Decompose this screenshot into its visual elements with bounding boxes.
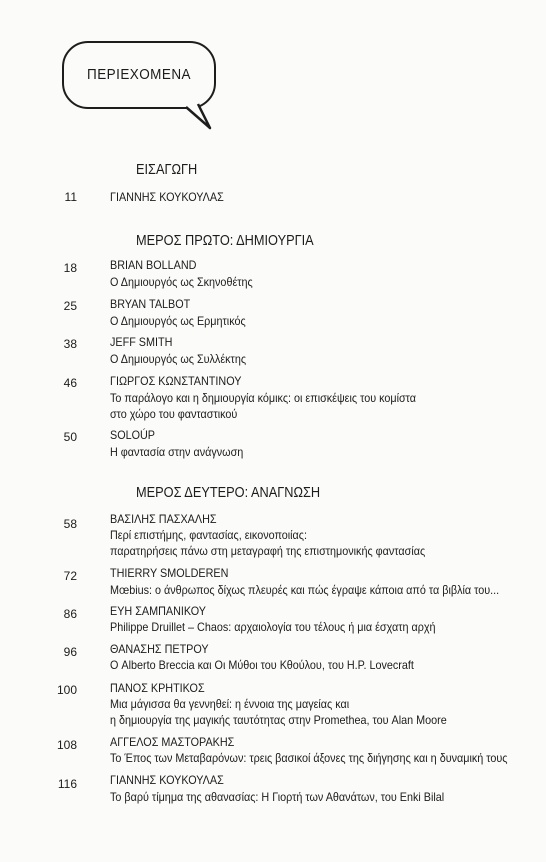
entry-author: BRIAN BOLLAND <box>110 258 197 272</box>
entry-title: Ο Δημιουργός ως Συλλέκτης <box>110 352 247 366</box>
entry-title: Το βαρύ τίμημα της αθανασίας: Η Γιορτή των Αθανάτων, του Enki Bilal <box>110 790 445 804</box>
entry-author: ΠΑΝΟΣ ΚΡΗΤΙΚΟΣ <box>110 681 205 695</box>
entry-title: Philippe Druillet – Chaos: αρχαιολογία του τέλους ή μια έσχατη αρχή <box>110 620 436 634</box>
page-number: 100 <box>56 683 77 697</box>
page-number: 46 <box>63 376 77 390</box>
section-heading-part-two: ΜΕΡΟΣ ΔΕΥΤΕΡΟ: ΑΝΑΓΝΩΣΗ <box>136 485 321 501</box>
entry-title: Η φαντασία στην ανάγνωση <box>110 445 244 459</box>
page-number: 18 <box>63 261 77 275</box>
page-number: 25 <box>63 299 77 313</box>
entry-author: ΓΙΩΡΓΟΣ ΚΩΝΣΤΑΝΤΙΝΟΥ <box>110 374 242 388</box>
page-number: 116 <box>57 777 77 791</box>
entry-author: THIERRY SMOLDEREN <box>110 566 229 580</box>
page-number: 58 <box>63 517 77 531</box>
entry-title: Μια μάγισσα θα γεννηθεί: η έννοια της μαγείας και <box>110 697 350 711</box>
entry-title: Ο Δημιουργός ως Ερμητικός <box>110 314 246 328</box>
page-number: 86 <box>63 607 77 621</box>
entry-title: Ο Alberto Breccia και Οι Μύθοι του Κθούλου, του H.P. Lovecraft <box>110 658 414 672</box>
speech-bubble-tail <box>184 98 224 138</box>
page-number: 11 <box>64 190 77 204</box>
entry-author: ΓΙΑΝΝΗΣ ΚΟΥΚΟΥΛΑΣ <box>110 190 224 204</box>
entry-author: JEFF SMITH <box>110 335 173 349</box>
page-number: 50 <box>63 430 77 444</box>
section-heading-part-one: ΜΕΡΟΣ ΠΡΩΤΟ: ΔΗΜΙΟΥΡΓΙΑ <box>136 233 314 249</box>
entry-author: SOLOÚP <box>110 428 156 442</box>
page-number: 72 <box>63 569 77 583</box>
section-heading-introduction: ΕΙΣΑΓΩΓΗ <box>136 162 198 178</box>
entry-author: ΑΓΓΕΛΟΣ ΜΑΣΤΟΡΑΚΗΣ <box>110 735 235 749</box>
entry-title: Ο Δημιουργός ως Σκηνοθέτης <box>110 275 253 289</box>
entry-title: Το Έπος των Μεταβαρόνων: τρεις βασικοί άξονες της διήγησης και η δυναμική τους <box>110 751 508 765</box>
page-title: ΠΕΡΙΕΧΟΜΕΝΑ <box>87 66 191 83</box>
entry-title: Περί επιστήμης, φαντασίας, εικονοποιίας: <box>110 528 308 542</box>
entry-title: παρατηρήσεις πάνω στη μεταγραφή της επιστημονικής φαντασίας <box>110 544 426 558</box>
entry-title: Το παράλογο και η δημιουργία κόμικς: οι επισκέψεις του κομίστα <box>110 391 417 405</box>
entry-author: ΕΥΗ ΣΑΜΠΑΝΙΚΟΥ <box>110 604 207 618</box>
entry-author: ΓΙΑΝΝΗΣ ΚΟΥΚΟΥΛΑΣ <box>110 773 224 787</box>
entry-title: η δημιουργία της μαγικής ταυτότητας στην Promethea, του Alan Moore <box>110 713 447 727</box>
entry-author: BRYAN TALBOT <box>110 297 191 311</box>
entry-author: ΒΑΣΙΛΗΣ ΠΑΣΧΑΛΗΣ <box>110 512 217 526</box>
page-number: 38 <box>63 337 77 351</box>
entry-title: Mœbius: ο άνθρωπος δίχως πλευρές και πώς έγραψε κάποια από τα βιβλία του... <box>110 583 500 597</box>
entry-author: ΘΑΝΑΣΗΣ ΠΕΤΡΟΥ <box>110 642 209 656</box>
page-number: 108 <box>56 738 77 752</box>
page-number: 96 <box>63 645 77 659</box>
entry-title: στο χώρο του φανταστικού <box>110 407 238 421</box>
